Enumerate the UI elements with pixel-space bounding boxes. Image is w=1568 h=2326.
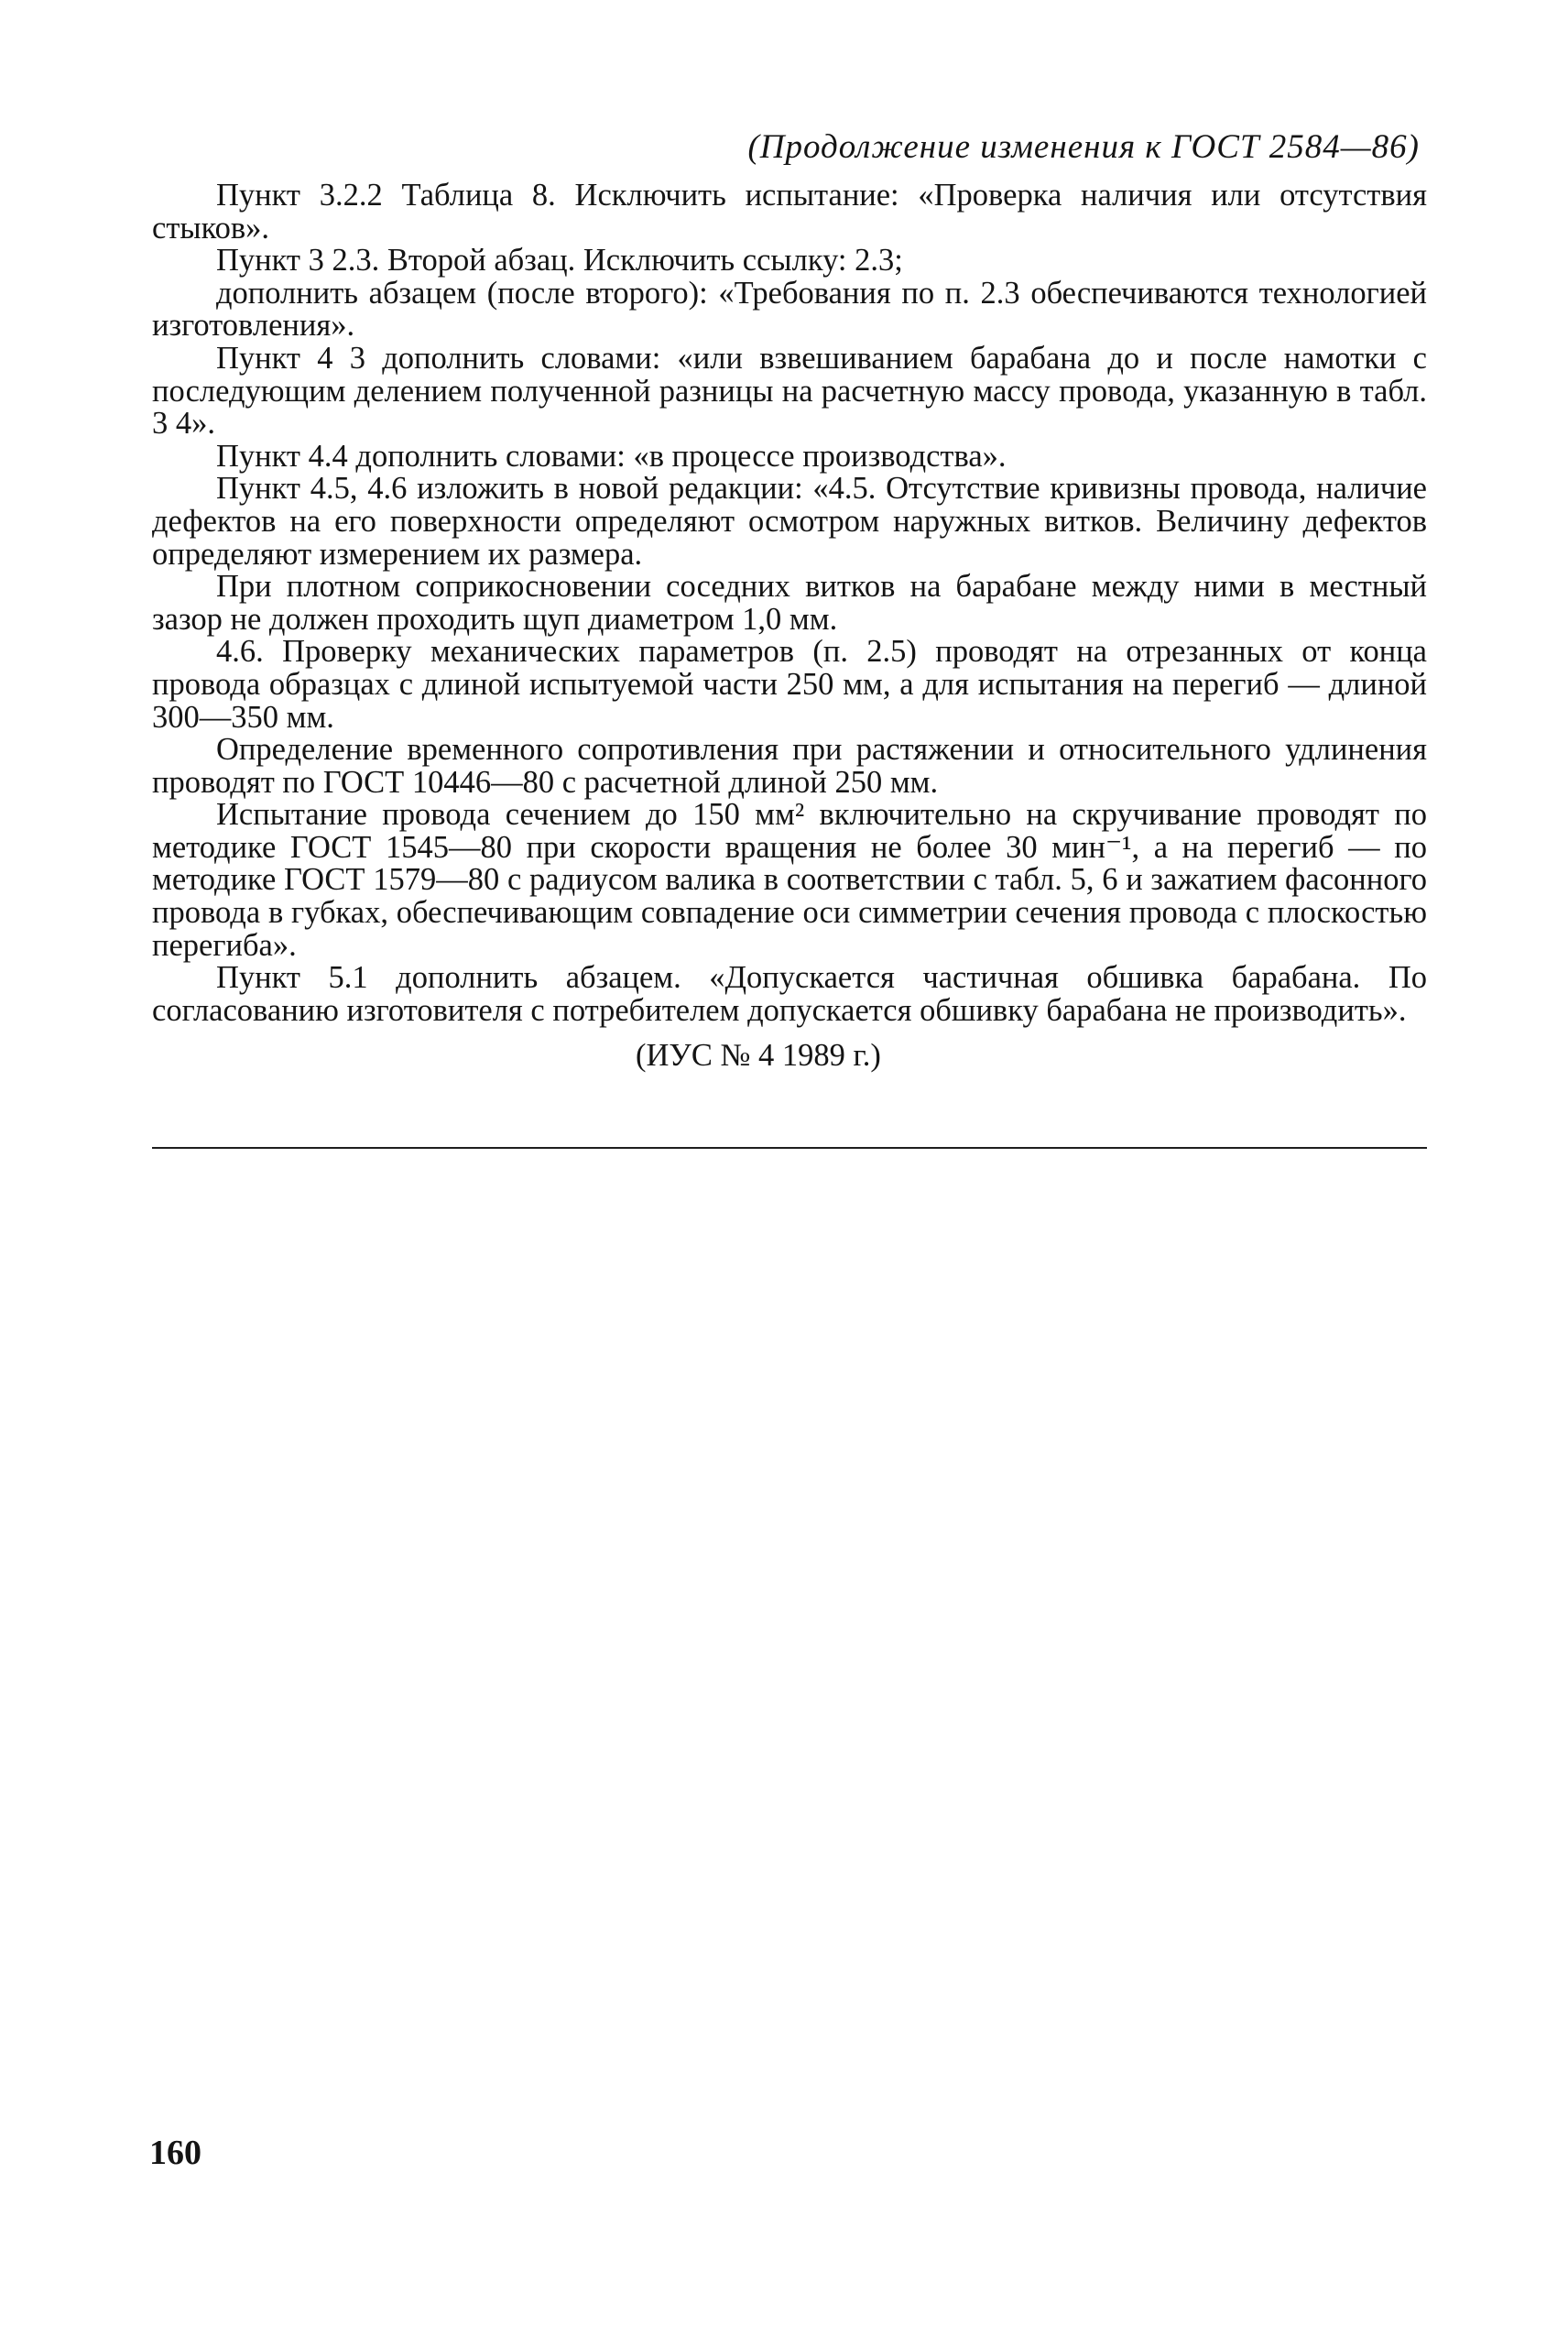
paragraph-7: При плотном соприкосновении соседних витков на барабане между ними в местный зазор не должен проходить щуп диаметром 1,0 мм. xyxy=(152,569,1427,637)
source-reference: (ИУС № 4 1989 г.) xyxy=(636,1038,881,1074)
paragraph-3: дополнить абзацем (после второго): «Требования по п. 2.3 обеспечиваются технологией изготовления». xyxy=(152,275,1427,344)
horizontal-rule xyxy=(152,1147,1427,1149)
paragraph-5: Пункт 4.4 дополнить словами: «в процессе производства». xyxy=(216,438,1007,474)
paragraph-11: Пункт 5.1 дополнить абзацем. «Допускается частичная обшивка барабана. По согласованию изготовителя с потребителем допускается обшивку барабана не производить». xyxy=(152,960,1427,1028)
paragraph-4: Пункт 4 3 дополнить словами: «или взвешиванием барабана до и после намотки с последующим делением полученной разницы на расчетную массу провода, указанную в табл. 3 4». xyxy=(152,340,1427,442)
paragraph-2: Пункт 3 2.3. Второй абзац. Исключить ссылку: 2.3; xyxy=(216,243,903,278)
paragraph-9: Определение временного сопротивления при растяжении и относительного удлинения проводят по ГОСТ 10446—80 с расчетной длиной 250 мм. xyxy=(152,732,1427,800)
paragraph-1: Пункт 3.2.2 Таблица 8. Исключить испытание: «Проверка наличия или отсутствия стыков». xyxy=(152,178,1427,246)
paragraph-8: 4.6. Проверку механических параметров (п. 2.5) проводят на отрезанных от конца провода образцах с длиной испытуемой части 250 мм, а для испытания на перегиб — длиной 300—350 мм. xyxy=(152,634,1427,735)
page-number: 160 xyxy=(149,2134,201,2172)
paragraph-10: Испытание провода сечением до 150 мм² включительно на скручивание проводят по методике ГОСТ 1545—80 при скорости вращения не более 30 мин⁻¹, а на перегиб — по методике ГОСТ 1579—80 с радиусом валика в соответствии с табл. 5, 6 и зажатием фасонного провода в губках, обеспечивающим совпадение оси симметрии сечения провода с плоскостью перегиба». xyxy=(152,797,1427,963)
page-header: (Продолжение изменения к ГОСТ 2584—86) xyxy=(747,128,1420,166)
body-text xyxy=(152,180,1427,1073)
paragraph-6: Пункт 4.5, 4.6 изложить в новой редакции: «4.5. Отсутствие кривизны провода, наличие дефектов на его поверхности определяют осмотром наружных витков. Величину дефектов определяют измерением их размера. xyxy=(152,471,1427,572)
